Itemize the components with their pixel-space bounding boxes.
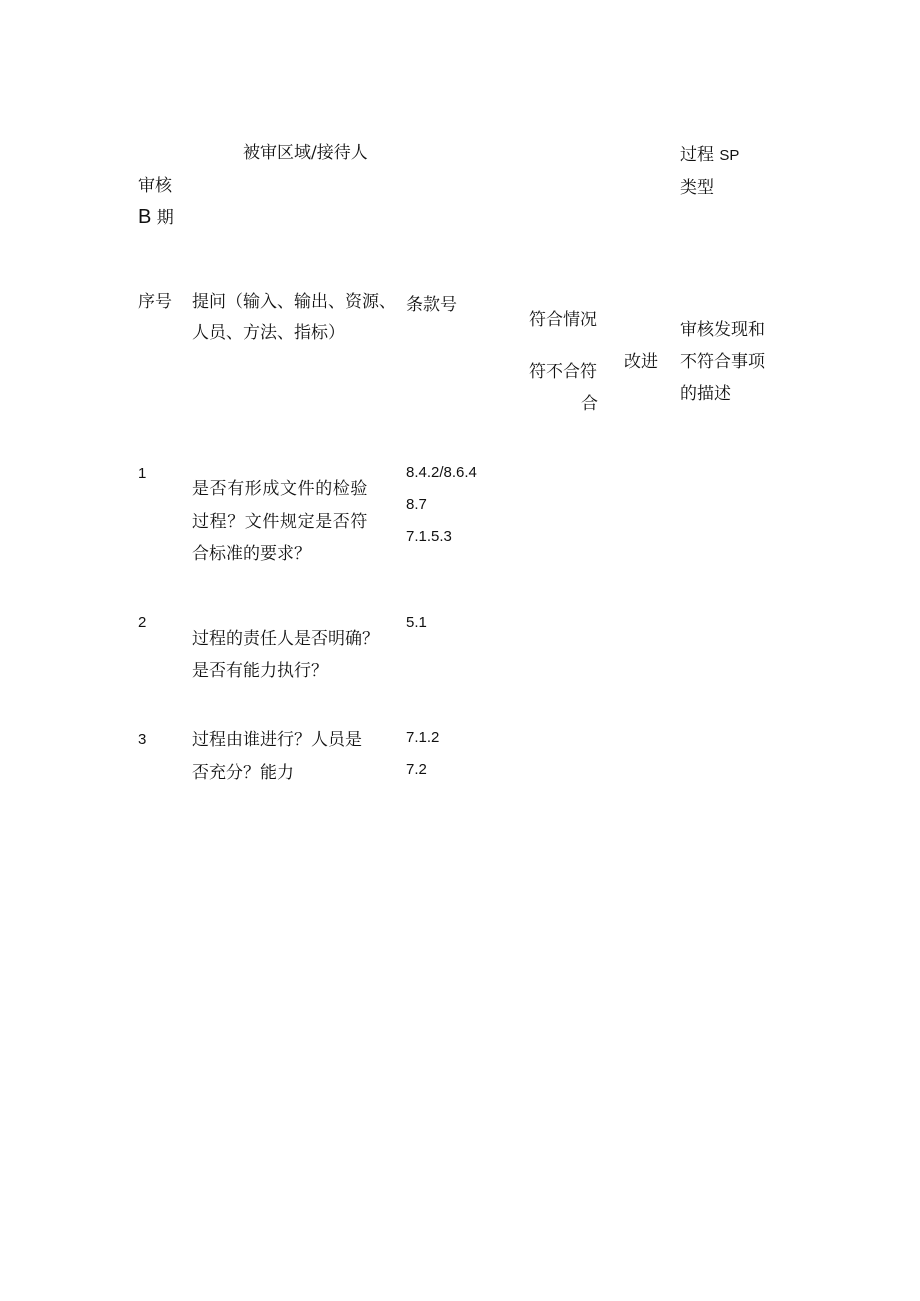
audit-label: 审核 bbox=[138, 176, 172, 196]
column-finding-line2: 不符合事项 bbox=[680, 352, 765, 372]
column-conformity: 符合情况 bbox=[529, 310, 597, 330]
row-question-line: 否充分？能力 bbox=[192, 763, 294, 783]
row-clause: 7.1.5.3 bbox=[406, 528, 452, 545]
column-finding-line3: 的描述 bbox=[680, 384, 731, 404]
column-seq: 序号 bbox=[138, 292, 172, 312]
row-clause: 7.1.2 bbox=[406, 729, 440, 746]
row-seq: 2 bbox=[138, 614, 147, 631]
row-question-line: 过程？文件规定是否符 bbox=[192, 512, 368, 532]
column-nonconform-line1: 符不合符 bbox=[529, 362, 597, 382]
row-question-line: 是否有形成文件的检验 bbox=[192, 479, 368, 499]
row-clause: 8.4.2/8.6.4 bbox=[406, 464, 477, 481]
row-question-line: 过程的责任人是否明确？ bbox=[192, 629, 379, 649]
column-nonconform-line2: 合 bbox=[581, 394, 598, 414]
column-clause: 条款号 bbox=[406, 295, 457, 315]
column-finding-line1: 审核发现和 bbox=[680, 320, 765, 340]
row-clause: 7.2 bbox=[406, 761, 427, 778]
column-question-line1: 提问（输入、输出、资源、 bbox=[192, 292, 396, 312]
row-question-line: 过程由谁进行？人员是 bbox=[192, 730, 362, 750]
audited-area-label: 被审区域/接待人 bbox=[243, 143, 368, 163]
row-seq: 3 bbox=[138, 731, 147, 748]
type-label: 类型 bbox=[680, 178, 714, 198]
row-clause: 8.7 bbox=[406, 496, 427, 513]
column-question-line2: 人员、方法、指标） bbox=[192, 323, 345, 343]
row-question-line: 合标准的要求？ bbox=[192, 544, 311, 564]
row-question-line: 是否有能力执行？ bbox=[192, 661, 328, 681]
column-improve: 改进 bbox=[624, 352, 658, 372]
audit-date-prefix: B bbox=[138, 206, 152, 228]
row-clause: 5.1 bbox=[406, 614, 427, 631]
audit-date-label bbox=[138, 207, 174, 228]
process-label bbox=[680, 145, 739, 166]
process-code: SP bbox=[719, 147, 740, 164]
audit-date-suffix: 期 bbox=[156, 208, 174, 228]
row-seq: 1 bbox=[138, 465, 147, 482]
process-label-text: 过程 bbox=[680, 145, 714, 165]
